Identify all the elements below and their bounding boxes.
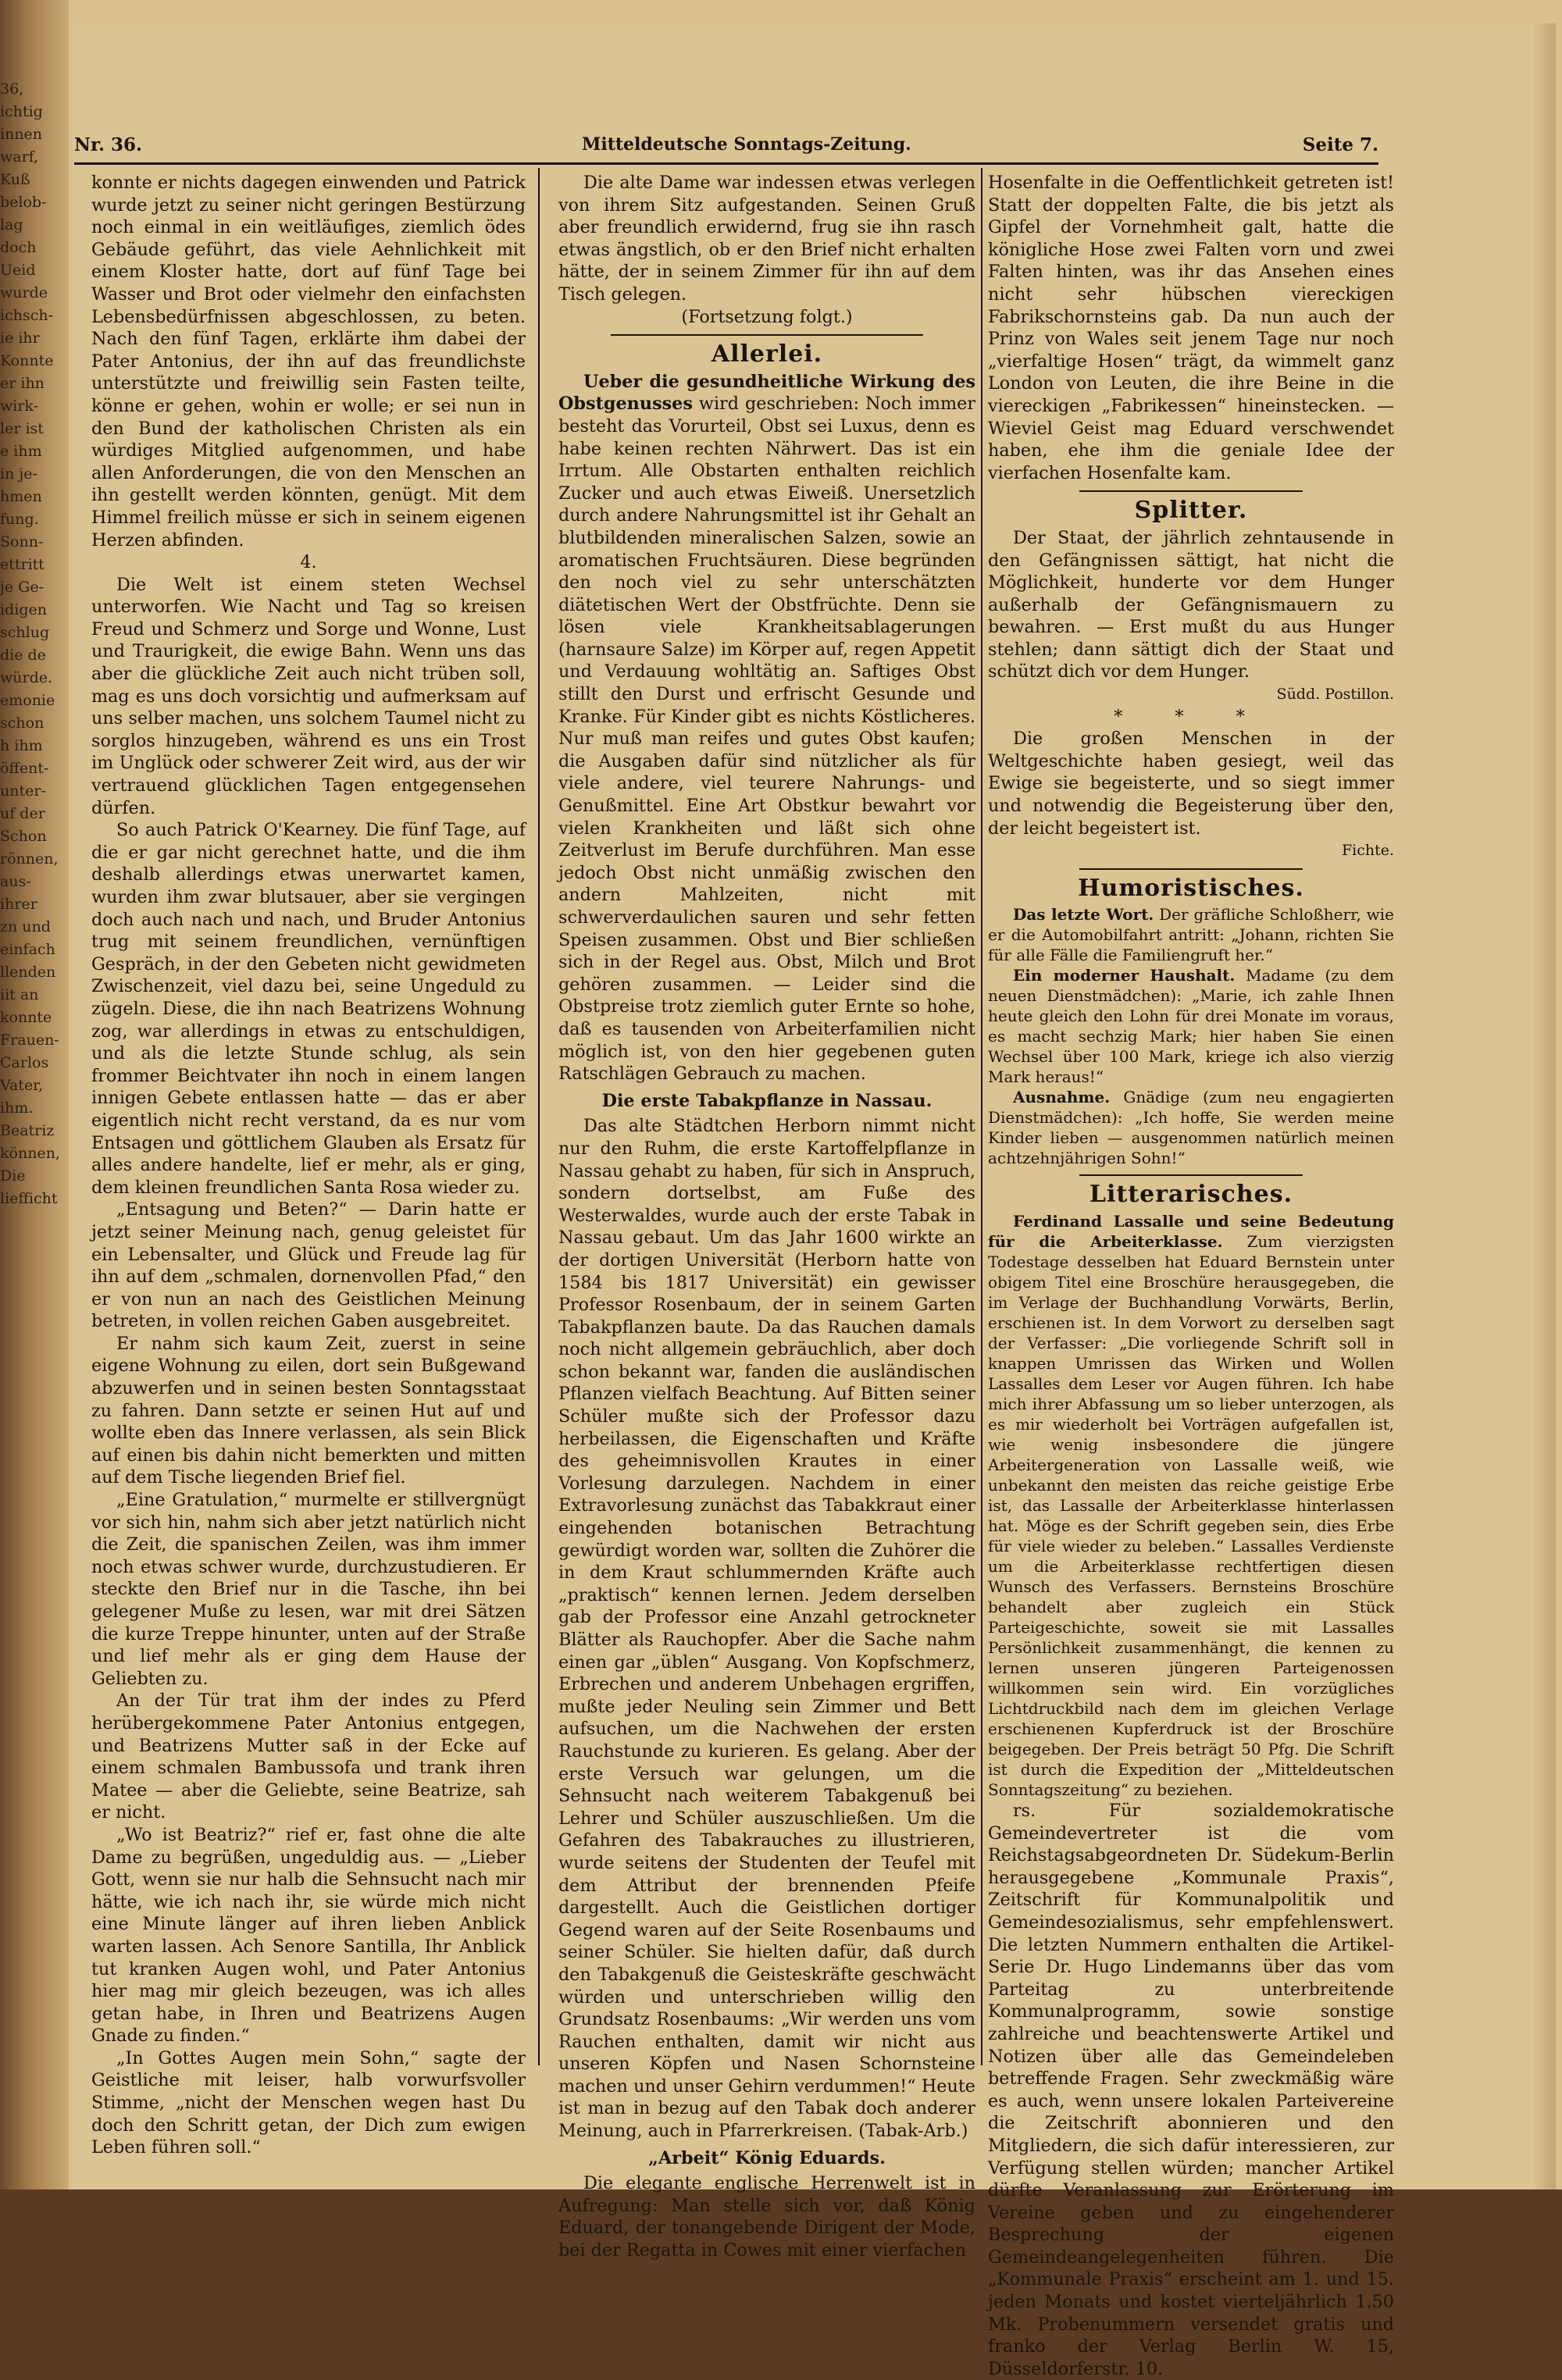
edge-fragment: ihrer — [0, 896, 37, 913]
story-paragraph: „Eine Gratulation,“ murmelte er stillvergnügt vor sich hin, nahm sich aber jetzt natürlich nicht die Zeit, die spanischen Zeilen, was ihm immer noch etwas schwer wurde, durchzustudieren. Er steckte den Brief nur in die Tasche, ihn bei gelegener Muße zu lesen, war mit drei Sätzen die kurze Treppe hinunter, unten auf der Straße und lief mehr als er ging dem Hause der Geliebten zu. — [91, 1490, 526, 1689]
page-number: Seite 7. — [1302, 134, 1378, 155]
edge-fragment: warf, — [0, 148, 39, 166]
edge-fragment: llenden — [0, 964, 56, 981]
article-text-arbeit-continued: Hosenfalte in die Oeffentlichkeit getreten ist! Statt der doppelten Falte, die bis jetzt als Gipfel der Vornehmheit galt, hatte die königliche Hose zwei Falten vorn und zwei Falten hinten, was ihr das Ansehen eines nicht sehr hübschen viereckigen Fabrikschornsteins gab. Da nun auch der Prinz von Wales seit jenem Tage nur noch „vierfaltige Hosen“ trägt, da wimmelt ganz London von Leuten, die ihre Beine in die viereckigen „Fabrikessen“ hineinstecken. — Wieviel Geist mag Eduard verschwendet haben, ehe ihm die geniale Idee der vierfachen Hosenfalte kam. — [988, 173, 1394, 483]
column-2 — [558, 172, 975, 2261]
story-paragraph: Die alte Dame war indessen etwas verlegen von ihrem Sitz aufgestanden. Seinen Gruß aber freundlich erwidernd, frug sie ihn rasch etwas ängstlich, ob er den Brief nicht erhalten hätte, der in seinem Zimmer für ihn auf dem Tisch gelegen. — [558, 173, 975, 305]
edge-fragment: können, — [0, 1145, 60, 1162]
edge-fragment: hmen — [0, 488, 42, 505]
aphorism-source: Fichte. — [1341, 842, 1394, 860]
edge-fragment: ie ihr — [0, 330, 40, 347]
section-rule — [1079, 1174, 1303, 1176]
joke-text: Gnädige (zum neu engagierten Dienstmädchen): „Ich hoffe, Sie werden meine Kinder lieben — ausgenommen natürlich meinen achtzehnjährigen Sohn!“ — [988, 1088, 1394, 1168]
newspaper-title: Mitteldeutsche Sonntags-Zeitung. — [582, 134, 911, 155]
edge-fragment: liefficht — [0, 1190, 58, 1207]
edge-fragment: ichtig — [0, 103, 43, 120]
edge-fragment: zn und — [0, 918, 51, 935]
column-3 — [988, 172, 1395, 2379]
edge-fragment: in je- — [0, 465, 37, 483]
story-paragraph: So auch Patrick O'Kearney. Die fünf Tage, auf die er gar nicht gerechnet hatte, und die ihm deshalb allerdings etwas unerwartet kamen, wurden ihm zwar blutsauer, aber sie vergingen doch auch nach und nach, und Bruder Antonius trug mit seinem freundlichen, vernünftigen Gespräch, in der den Gebeten nicht gewidmeten Zwischenzeit, viel dazu bei, seine Ungeduld zu zügeln. Diese, die ihn nach Beatrizens Wohnung zog, war allerdings in etwas zu entschuldigen, und als die letzte Stunde schlug, als sein frommer Beichtvater ihn noch in einem langen innigen Gebete entlassen hatte — das er aber eigentlich nicht recht verstand, da es nur vom Entsagen und göttlichem Glauben als Ersatz für alles andere handelte, lief er mehr, als er ging, dem kleinen freundlichen Santa Rosa wieder zu. — [91, 820, 526, 1198]
edge-fragment: ler ist — [0, 420, 44, 437]
story-paragraph: Die Welt ist einem steten Wechsel unterworfen. Wie Nacht und Tag so kreisen Freud und Schmerz und Sorge und Wonne, Lust und Traurigkeit, die ewige Bahn. Wenn uns das aber die glückliche Zeit auch nicht trüben soll, mag es uns doch vorsichtig und aufmerksam auf uns selber machen, uns solchem Taumel nicht zu sorglos hinzugeben, während es uns ein Trost im Unglück oder schwerer Zeit wird, aus der wir vertrauend glücklichen Tagen entgegensehen dürfen. — [91, 574, 526, 818]
edge-fragment: iit an — [0, 986, 39, 1003]
edge-fragment: lag — [0, 216, 23, 233]
edge-fragment: fung. — [0, 511, 39, 528]
section-rule — [1079, 490, 1303, 492]
edge-fragment: Beatriz — [0, 1122, 55, 1139]
story-paragraph: „Entsagung und Beten?“ — Darin hatte er jetzt seiner Meinung nach, genug geleistet für ein Lebensalter, und Glück und Freude lag für ihn auf dem „schmalen, dornenvollen Pfad,“ den er von nun an nach des Geistlichen Meinung betreten, in vollen reichen Gaben ausgebreitet. — [91, 1199, 526, 1332]
edge-fragment: würde. — [0, 669, 53, 686]
edge-fragment: unter- — [0, 782, 46, 800]
column-1 — [91, 172, 526, 2158]
joke-text: Madame (zu dem neuen Dienstmädchen): „Marie, ich zahle Ihnen heute gleich den Lohn für drei Monate im voraus, es macht sechzig Mark; hier haben Sie einen Wechsel über 100 Mark, kriege ich also vierzig Mark heraus!“ — [988, 966, 1395, 1087]
issue-number: Nr. 36. — [74, 134, 143, 155]
edge-fragment: Konnte — [0, 352, 54, 369]
article-text-tabak: Das alte Städtchen Herborn nimmt nicht nur den Ruhm, die erste Kartoffelpflanze in Nassau gehabt zu haben, für sich in Anspruch, sondern dortselbst, am Fuße des Westerwaldes, wurde auch der erste Tabak in Nassau gebaut. Um das Jahr 1600 wirkte an der dortigen Universität (Herborn hatte von 1584 bis 1817 Universität) ein gewisser Professor Rosenbaum, der in seinem Garten Tabakpflanzen baute. Da das Rauchen damals noch nicht allgemein gebräuchlich, aber doch schon bekannt war, fanden die ausländischen Pflanzen vielfach Beachtung. Auf Bitten seiner Schüler mußte sich der Professor dazu herbeilassen, die Eigenschaften und Kräfte des geheimnisvollen Krautes in einer Vorlesung darzulegen. Nachdem in einer Extravorlesung zunächst das Tabakkraut einer eingehenden botanischen Betrachtung gewürdigt worden war, sollten die Zuhörer die in dem Kraut schlummernden Kräfte auch „praktisch“ kennen lernen. Jedem derselben gab der Professor eine Anzahl getrockneter Blätter als Rauchopfer. Aber die Sache nahm einen gar „üblen“ Ausgang. Von Kopfschmerz, Erbrechen und anderem Unbehagen ergriffen, mußte jeder Neuling sein Zimmer und Bett aufsuchen, um die Nachwehen der ersten Rauchstunde zu kurieren. Es gelang. Aber der erste Versuch war gelungen, um die Sehnsucht nach weiterem Tabakgenuß bei Lehrer und Schüler auszuschließen. Um die Gefahren des Tabakrauches zu illustrieren, wurde seitens der Studenten der Teufel mit dem Attribut der brennenden Pfeife dargestellt. Auch die Geistlichen dortiger Gegend waren auf der Seite Rosenbaums und seiner Schüler. Sie hielten dafür, daß durch den Tabakgenuß die Geisteskräfte geschwächt würden und unterschrieben willig den Grundsatz Rosenbaums: „Wir werden uns vom Rauchen enthalten, damit wir nicht aus unseren Köpfen und Nasen Schornsteine machen und unser Gehirn verdummen!“ Heute ist man in bezug auf den Tabak doch anderer Meinung, auch in Pfarrerkreisen. (Tabak-Arb.) — [558, 1116, 975, 2142]
story-paragraph: An der Tür trat ihm der indes zu Pferd herübergekommene Pater Antonius entgegen, und Beatrizens Mutter saß in der Ecke auf einem schmalen Bambussofa und trank ihren Matee — aber die Geliebte, seine Beatrize, sah er nicht. — [91, 1691, 526, 1823]
edge-fragment: schlug — [0, 624, 50, 641]
column-rule-1 — [538, 168, 540, 2065]
section-heading-litterarisches: Litterarisches. — [1089, 1181, 1293, 1209]
edge-fragment: ihm. — [0, 1099, 34, 1117]
column-rule-2 — [981, 168, 982, 2065]
edge-fragment: innen — [0, 126, 43, 143]
story-paragraph: „In Gottes Augen mein Sohn,“ sagte der Geistliche mit leiser, halb vorwurfsvoller Stimme, „nicht der Menschen wegen hast Du doch den Schritt getan, der Dich zum ewigen Leben führen soll.“ — [91, 2047, 526, 2158]
edge-fragment: Frauen- — [0, 1031, 59, 1049]
edge-fragment: schon — [0, 714, 45, 732]
edge-fragment: ettritt — [0, 556, 45, 573]
edge-fragment: ichsch- — [0, 307, 54, 324]
edge-fragment: konnte — [0, 1009, 52, 1026]
section-rule — [611, 334, 924, 336]
page-header — [74, 133, 1378, 161]
edge-fragment: uf der — [0, 805, 45, 822]
previous-page-edge — [0, 78, 60, 2015]
separator-stars: * * * — [1114, 706, 1268, 727]
edge-fragment: die de — [0, 647, 46, 664]
section-heading-splitter: Splitter. — [1134, 497, 1248, 525]
aphorism-source: Südd. Postillon. — [1276, 686, 1394, 704]
edge-fragment: Vater, — [0, 1077, 44, 1094]
review-text: rs. Für sozialdemokratische Gemeindevertreter ist die vom Reichstagsabgeordneten Dr. Südekum-Berlin herausgegebene „Kommunale Praxis“, Zeitschrift für Kommunalpolitik und Gemeindesozialismus, sehr empfehlenswert. Die letzten Nummern enthalten die Artikel-Serie Dr. Hugo Lindemanns über das vom Parteitag zu unterbreitende Kommunalprogramm, sowie sonstige zahlreiche und beachtenswerte Artikel und Notizen über alle das Gemeindeleben betreffende Fragen. Sehr zweckmäßig wäre es auch, wenn unsere lokalen Parteivereine die Zeitschrift abonnieren und den Mitgliedern, die sich dafür interessieren, zur Verfügung stellen würden; mancher Artikel dürfte Veranlassung zur Erörterung im Vereine geben und zu eingehenderer Besprechung der eigenen Gemeindeangelegenheiten führen. Die „Kommunale Praxis“ erscheint am 1. und 15. jeden Monats und kostet vierteljährlich 1.50 Mk. Probenummern versendet gratis und franko der Verlag Berlin W. 15, Düsseldorferstr. 10. — [988, 1801, 1394, 2379]
edge-fragment: öffent- — [0, 760, 49, 777]
joke-text: Der gräfliche Schloßherr, wie er die Automobilfahrt antritt: „Johann, richten Sie für alle Fälle die Familiengruft her.“ — [988, 905, 1395, 965]
edge-fragment: er ihn — [0, 375, 45, 392]
edge-fragment: belob- — [0, 194, 47, 211]
article-text-obst: wird geschrieben: Noch immer besteht das Vorurteil, Obst sei Luxus, denn es habe keinen rechten Nährwert. Das ist ein Irrtum. Alle Obstarten enthalten reichlich Zucker und auch etwas Eiweiß. Unersetzlich durch andere Nahrungsmittel ist ihr Gehalt an blutbildenden mineralischen Salzen, sowie an aromatischen Fruchtsäuren. Diese begründen den noch viel zu sehr unterschätzten diätetischen Wert der Obstfrüchte. Denn sie lösen viele Krankheitsablagerungen (harnsaure Salze) im Körper auf, regen Appetit und Verdauung wohltätig an. Saftiges Obst stillt den Durst und erfrischt Gesunde und Kranke. Für Kinder gibt es nichts Köstlicheres. Nur muß man reifes und gutes Obst kaufen; die Ausgaben dafür sind nützlicher als für viele andere, viel teurere Nahrungs- und Genußmittel. Eine Art Obstkur bewahrt vor vielen Krankheiten und läßt sich ohne Zeitverlust im Berufe durchführen. Man esse jedoch Obst nicht unmäßig zwischen den andern Mahlzeiten, nicht mit schwerverdaulichen sauren und sehr fetten Speisen zusammen. Obst und Bier schließen sich in der Regel aus. Obst, Milch und Brot gehören zusammen. — Leider sind die Obstpreise trotz ziemlich guter Ernte so hohe, daß es tausenden von Arbeiterfamilien nicht möglich ist, von den hier gegebenen guten Ratschlägen Gebrauch zu machen. — [558, 394, 975, 1085]
joke-title: Ein moderner Haushalt. — [1013, 966, 1236, 985]
article-text-arbeit: Die elegante englische Herrenwelt ist in Aufregung: Man stelle sich vor, daß König Eduard, der tonangebende Dirigent der Mode, bei der Regatta in Cowes mit einer vierfachen — [558, 2173, 975, 2261]
edge-fragment: wurde — [0, 284, 48, 301]
review-text: Zum vierzigsten Todestage desselben hat Eduard Bernstein unter obigem Titel eine Broschüre herausgegeben, die im Verlage der Buchhandlung Vorwärts, Berlin, erschienen ist. In dem Vorwort zu derselben sagt der Verfasser: „Die vorliegende Schrift soll in knappen Umrissen das Wirken und Wollen Lassalles dem Leser vor Augen führen. Ich habe mich ihrer Abfassung um so lieber unterzogen, als es mir wiederholt bei Vorträgen aufgefallen ist, wie wenig insbesondere die jüngere Arbeitergeneration von Lassalle weiß, wie unbekannt den meisten das reiche geistige Erbe ist, das Lassalle der Arbeiterklasse hinterlassen hat. Möge es der Schrift gegeben sein, dies Erbe für viele wieder zu beleben.“ Lassalles Verdienste um die Arbeiterklasse rechtfertigen diesen Wunsch des Verfassers. Bernsteins Broschüre behandelt aber zugleich ein Stück Parteigeschichte, soweit sie mit Lassalles Persönlichkeit zusammenhängt, die kennen zu lernen unseren jüngeren Parteigenossen willkommen sein wird. Ein vorzügliches Lichtdruckbild nach dem im gleichen Verlage erschienenen Kupferdruck ist der Broschüre beigegeben. Der Preis beträgt 50 Pfg. Die Schrift ist durch die Expedition der „Mitteldeutschen Sonntagszeitung“ zu beziehen. — [988, 1232, 1394, 1799]
edge-fragment: rönnen, — [0, 850, 59, 868]
edge-fragment: Ueid — [0, 262, 36, 279]
aphorism-text: Die großen Menschen in der Weltgeschichte haben gesiegt, weil das Ewige sie begeisterte, und so siegt immer und notwendig die Begeisterung über den, der leicht begeistert ist. — [988, 729, 1394, 839]
edge-fragment: Carlos — [0, 1054, 49, 1071]
edge-fragment: h ihm — [0, 737, 43, 754]
edge-fragment: Sonn- — [0, 533, 44, 550]
section-rule — [1079, 868, 1303, 870]
joke-title: Ausnahme. — [1013, 1088, 1111, 1107]
edge-fragment: Schon — [0, 828, 47, 845]
edge-fragment: Die — [0, 1167, 26, 1185]
edge-fragment: emonie — [0, 692, 55, 709]
header-rule — [74, 162, 1378, 165]
story-paragraph: Er nahm sich kaum Zeit, zuerst in seine eigene Wohnung zu eilen, dort sein Bußgewand abzuwerfen und in seinen besten Sonntagsstaat zu fahren. Dann setzte er seinen Hut auf und wollte eben das Innere verlassen, als sein Blick auf einen bis dahin nicht bemerkten und mitten auf dem Tische liegenden Brief fiel. — [91, 1333, 526, 1488]
edge-fragment: je Ge- — [0, 579, 45, 596]
edge-fragment: 36, — [0, 80, 24, 98]
edge-fragment: e ihm — [0, 443, 42, 460]
aphorism-text: Der Staat, der jährlich zehntausende in den Gefängnissen sättigt, hat nicht die Möglichkeit, hunderte vor dem Hunger außerhalb der Gefängnismauern zu bewahren. — Erst mußt du aus Hunger stehlen; dann sättigt dich der Staat und schützt dich vor dem Hunger. — [988, 527, 1394, 682]
section-heading-allerlei: Allerlei. — [711, 340, 823, 369]
story-paragraph: „Wo ist Beatriz?“ rief er, fast ohne die alte Dame zu begrüßen, ungeduldig aus. — „Lieber Gott, wenn sie nur halb die Sehnsucht nach mir hätte, wie ich nach ihr, sie würde mich nicht eine Minute länger auf ihren lieben Anblick warten lassen. Ach Senore Santilla, Ihr Anblick tut kranken Augen wohl, und Pater Antonius hier mag mir gleich bezeugen, was ich alles getan habe, in Ihren und Beatrizens Augen Gnade zu finden.“ — [91, 1824, 526, 2047]
edge-fragment: aus- — [0, 873, 31, 890]
edge-fragment: Kuß — [0, 171, 30, 188]
edge-fragment: doch — [0, 239, 37, 256]
article-title-tabak: Die erste Tabakpflanze in Nassau. — [601, 1090, 933, 1111]
story-paragraph: konnte er nichts dagegen einwenden und Patrick wurde jetzt zu seiner nicht geringen Bestürzung noch einmal in ein weitläufiges, ziemlich ödes Gebäude geführt, das viele Aehnlichkeit mit einem Kloster hatte, dort auf fünf Tage bei Wasser und Brot oder vielmehr den einfachsten Lebensbedürfnissen abgeschlossen, zu beten. Nach den fünf Tagen, erklärte ihm dabei der Pater Antonius, der ihn auf das freundlichste unterstützte und freiwillig sein Fasten teilte, könne er gehen, wohin er wolle; er sei nun in den Bund der katholischen Christen als ein würdiges Mitglied aufgenommen, und habe allen Anforderungen, die von den Menschen an ihn gestellt werden könnten, genügt. Mit dem Himmel freilich müsse er sich in seinem eigenen Herzen abfinden. — [91, 173, 526, 550]
continuation-note: (Fortsetzung folgt.) — [681, 306, 853, 327]
review-title: Ferdinand Lassalle und seine Bedeutung für die Arbeiterklasse. — [988, 1212, 1394, 1251]
chapter-number: 4. — [300, 552, 317, 573]
edge-fragment: idigen — [0, 601, 47, 618]
edge-fragment: wirk- — [0, 397, 39, 415]
joke-title: Das letzte Wort. — [1013, 905, 1154, 925]
article-title-arbeit: „Arbeit“ König Eduards. — [648, 2147, 886, 2168]
article-title-obst: Ueber die gesundheitliche Wirkung des Obstgenusses — [558, 371, 975, 415]
section-heading-humor: Humoristisches. — [1078, 874, 1304, 902]
edge-fragment: einfach — [0, 941, 55, 958]
